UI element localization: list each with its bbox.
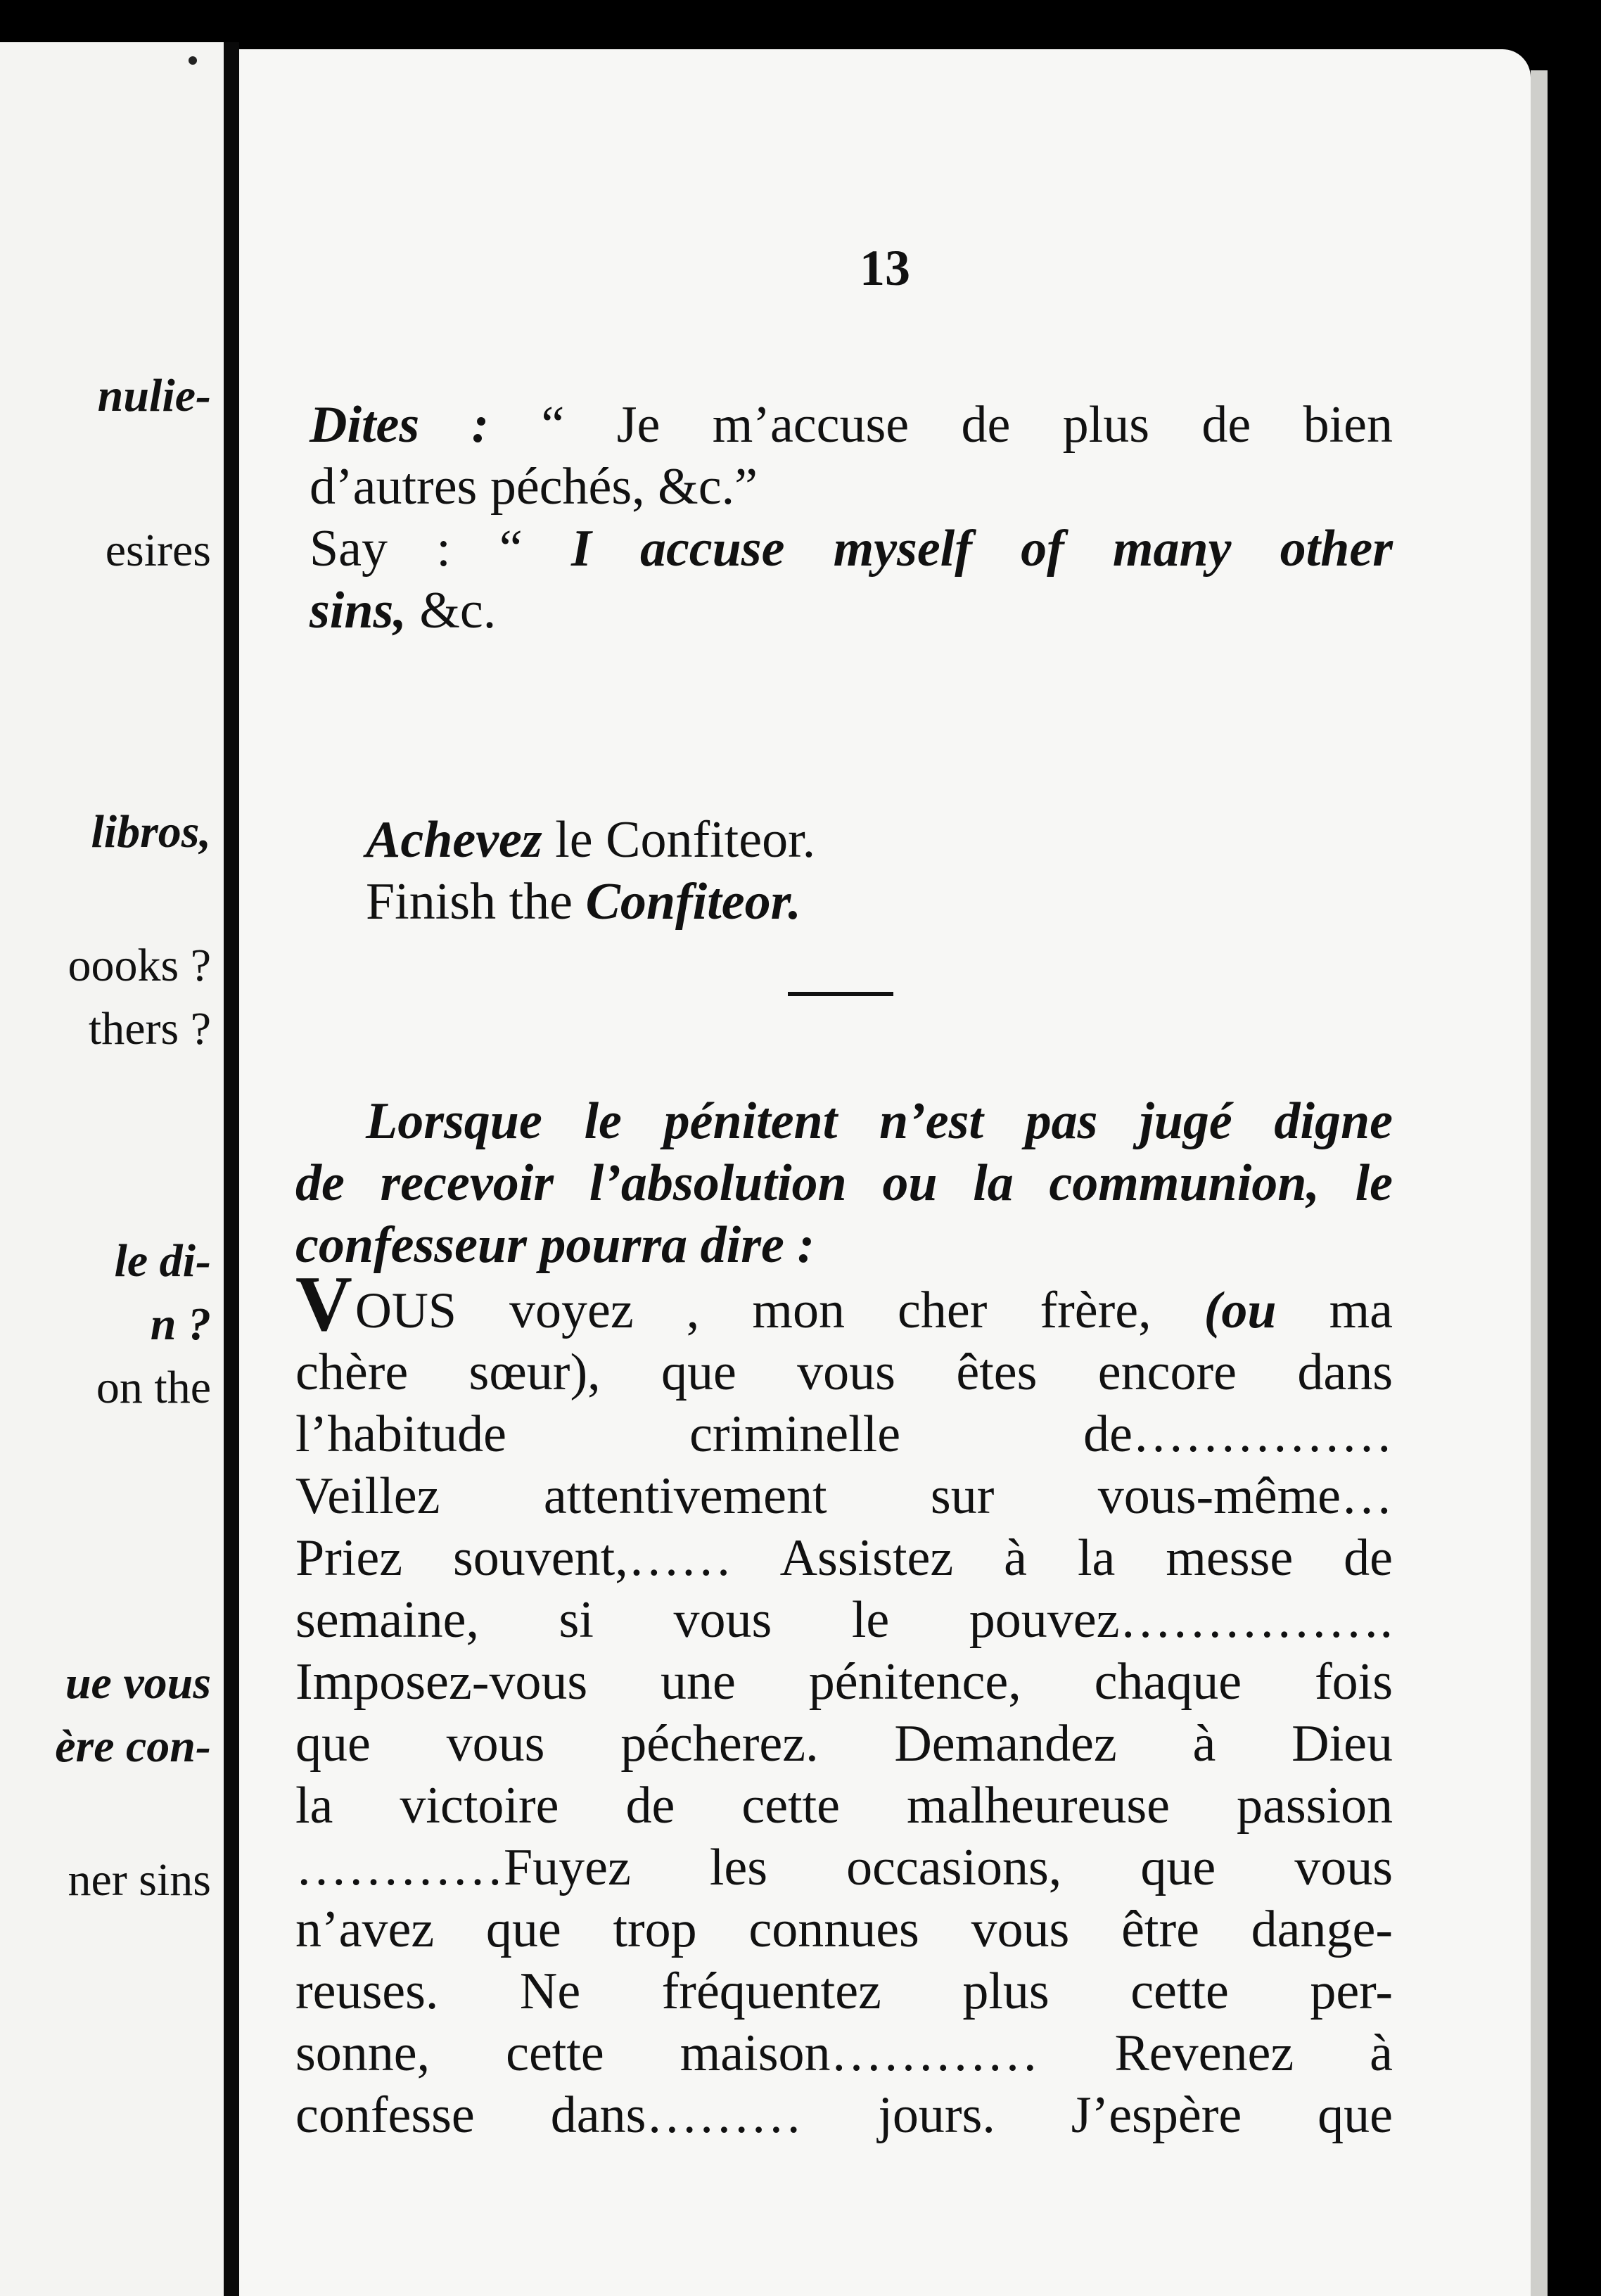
- left-fragment: nulie-: [97, 370, 211, 421]
- intro-line-2: de recevoir l’absolution ou la communion, le: [295, 1154, 1393, 1212]
- body-line: chère sœur), que vous êtes encore dans: [295, 1344, 1393, 1401]
- intro-line-3: confesseur pourra dire :: [295, 1216, 815, 1274]
- page-number: 13: [860, 240, 910, 296]
- say-label: Say : “: [310, 520, 523, 578]
- book-gutter: [224, 42, 239, 2296]
- say-sins: sins,: [310, 582, 407, 639]
- body-line-first: [295, 1261, 1393, 1348]
- drop-cap: V: [295, 1261, 352, 1348]
- left-fragment: le di-: [114, 1235, 211, 1287]
- left-fragment: n ?: [150, 1299, 211, 1350]
- body-line: sonne, cette maison………… Revenez à: [295, 2024, 1393, 2082]
- small-caps-word: OUS: [355, 1282, 457, 1339]
- finish-label: Finish the: [366, 873, 586, 931]
- ma-word: ma: [1276, 1282, 1393, 1339]
- page-speck: [189, 56, 197, 65]
- dites-line-2: d’autres péchés, &c.”: [310, 458, 758, 516]
- left-fragment: ère con-: [55, 1721, 211, 1772]
- achevez-label: Achevez: [366, 811, 542, 869]
- body-line: …………Fuyez les occasions, que vous: [295, 1839, 1393, 1896]
- right-page: [239, 49, 1531, 2296]
- body-line: la victoire de cette malheureuse passion: [295, 1777, 1393, 1835]
- intro-line-1: Lorsque le pénitent n’est pas jugé digne: [366, 1092, 1393, 1150]
- say-text: I accuse myself of many other: [522, 520, 1393, 578]
- body-line-first-text: voyez , mon cher frère,: [456, 1282, 1152, 1339]
- body-line: confesse dans……… jours. J’espère que: [295, 2086, 1393, 2144]
- body-line: Imposez-vous une pénitence, chaque fois: [295, 1653, 1393, 1711]
- page-edge: [1531, 70, 1548, 2296]
- body-line: l’habitude criminelle de……………: [295, 1405, 1393, 1463]
- body-line: n’avez que trop connues vous être dange-: [295, 1901, 1393, 1958]
- left-fragment: on the: [96, 1362, 211, 1413]
- section-rule: [788, 992, 893, 996]
- finish-line: [366, 871, 1449, 933]
- body-line: que vous pécherez. Demandez à Dieu: [295, 1715, 1393, 1773]
- left-page: [0, 42, 224, 2296]
- penitent-block: [295, 1090, 1393, 2146]
- achevez-text: le Confiteor.: [542, 811, 816, 869]
- left-fragment: esires: [105, 525, 211, 576]
- body-line: Priez souvent,…… Assistez à la messe de: [295, 1529, 1393, 1587]
- achevez-block: [366, 809, 1449, 933]
- achevez-line: [366, 809, 1449, 871]
- dites-line-1: [310, 394, 1393, 456]
- left-fragment: ue vous: [65, 1657, 211, 1709]
- body-line: Veillez attentivement sur vous-même…: [295, 1467, 1393, 1525]
- say-line-1: [310, 518, 1393, 580]
- left-fragment: ner sins: [68, 1854, 211, 1906]
- left-fragment: libros,: [91, 806, 211, 857]
- body-line: semaine, si vous le pouvez…………….: [295, 1591, 1393, 1649]
- left-fragment: thers ?: [88, 1003, 211, 1054]
- say-etc: &c.: [406, 582, 497, 639]
- left-fragment: oooks ?: [68, 940, 211, 991]
- say-line-2: [310, 580, 1393, 642]
- ou-word: (ou: [1151, 1282, 1277, 1339]
- finish-confiteor: Confiteor.: [585, 873, 801, 931]
- dites-text: “ Je m’accuse de plus de bien: [489, 396, 1393, 454]
- dites-block: [310, 394, 1393, 642]
- dites-label: Dites :: [310, 396, 490, 454]
- body-line: reuses. Ne fréquentez plus cette per-: [295, 1963, 1393, 2020]
